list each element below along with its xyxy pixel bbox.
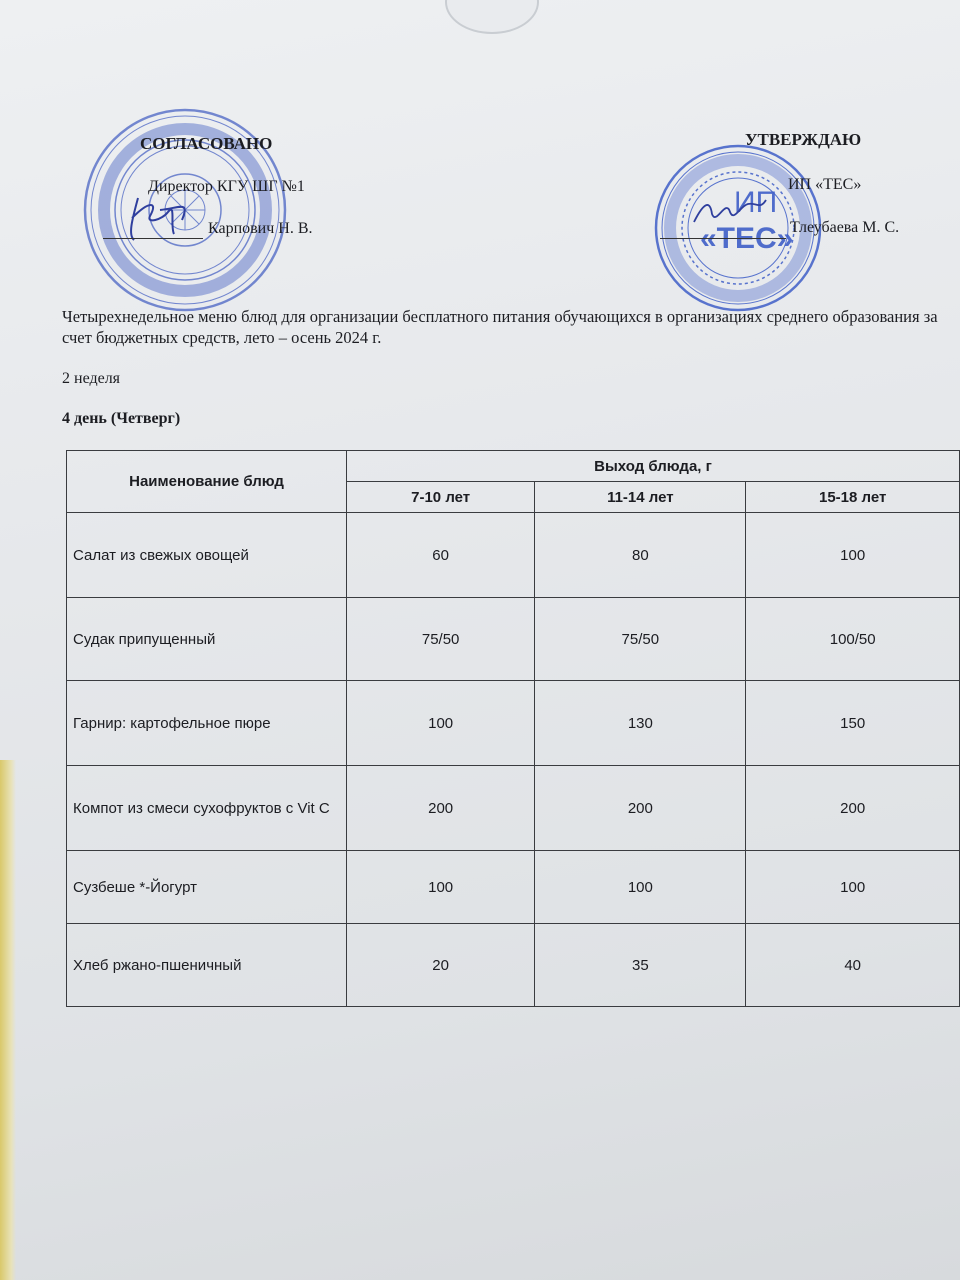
portion-15-18: 100 — [746, 513, 960, 598]
approval-left-heading: СОГЛАСОВАНО — [140, 134, 273, 153]
table-row — [67, 598, 960, 681]
portion-7-10: 60 — [347, 513, 535, 598]
column-header-age-7-10: 7-10 лет — [347, 482, 535, 513]
portion-7-10: 100 — [347, 851, 535, 924]
portion-7-10: 100 — [347, 681, 535, 766]
dish-name: Салат из свежых овощей — [67, 513, 347, 598]
signature-left — [110, 190, 200, 250]
day-label: 4 день (Четверг) — [62, 410, 181, 427]
portion-15-18: 40 — [746, 924, 960, 1007]
document-title: Четырехнедельное меню блюд для организации бесплатного питания обучающихся в организациях среднего образования за счет бюджетных средств, лето – осень 2024 г. — [62, 307, 938, 347]
signature-line-right — [660, 238, 786, 239]
approval-right-heading: УТВЕРЖДАЮ — [745, 130, 862, 149]
portion-15-18: 100 — [746, 851, 960, 924]
portion-11-14: 200 — [535, 766, 746, 851]
portion-7-10: 75/50 — [347, 598, 535, 681]
dish-name: Судак припущенный — [67, 598, 347, 681]
folder-edge — [0, 760, 16, 1280]
dish-name: Хлеб ржано-пшеничный — [67, 924, 347, 1007]
column-header-age-15-18: 15-18 лет — [746, 482, 960, 513]
column-header-output: Выход блюда, г — [347, 451, 960, 482]
table-row — [67, 851, 960, 924]
stamp-text-ip: ИП — [734, 186, 778, 219]
portion-11-14: 35 — [535, 924, 746, 1007]
director-name: Карпович Н. В. — [208, 220, 313, 237]
column-header-age-11-14: 11-14 лет — [535, 482, 746, 513]
portion-11-14: 75/50 — [535, 598, 746, 681]
menu-table — [66, 450, 960, 1007]
portion-15-18: 150 — [746, 681, 960, 766]
portion-7-10: 20 — [347, 924, 535, 1007]
column-header-dish: Наименование блюд — [67, 451, 347, 513]
stamp-text-tes: «ТЕС» — [700, 222, 794, 255]
portion-15-18: 200 — [746, 766, 960, 851]
portion-11-14: 130 — [535, 681, 746, 766]
signature-right — [690, 192, 770, 232]
portion-15-18: 100/50 — [746, 598, 960, 681]
owner-name: Тлеубаева М. С. — [790, 219, 900, 236]
dish-name: Гарнир: картофельное пюре — [67, 681, 347, 766]
company-name: ИП «ТЕС» — [788, 176, 862, 193]
punch-hole — [445, 0, 539, 34]
dish-name: Компот из смеси сухофруктов с Vit C — [67, 766, 347, 851]
table-row — [67, 681, 960, 766]
table-row — [67, 513, 960, 598]
portion-11-14: 80 — [535, 513, 746, 598]
table-row — [67, 766, 960, 851]
table-row — [67, 924, 960, 1007]
dish-name: Сузбеше *-Йогурт — [67, 851, 347, 924]
signature-line-left — [103, 238, 203, 239]
portion-11-14: 100 — [535, 851, 746, 924]
director-position: Директор КГУ ШГ №1 — [148, 178, 305, 195]
week-label: 2 неделя — [62, 370, 121, 387]
portion-7-10: 200 — [347, 766, 535, 851]
